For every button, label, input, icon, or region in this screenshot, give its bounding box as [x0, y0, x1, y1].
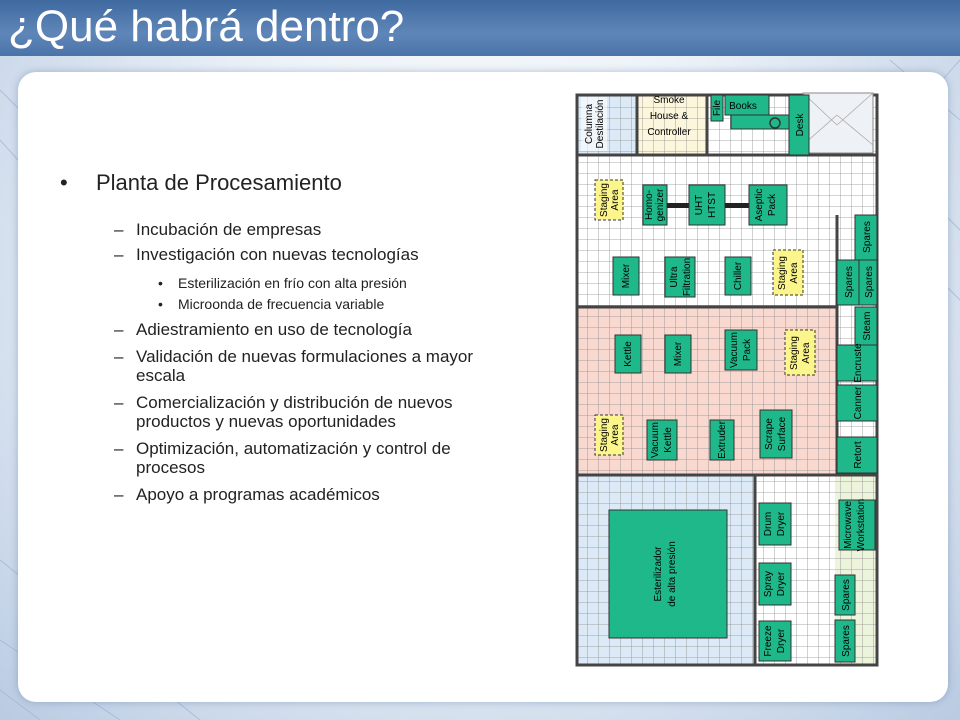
- dash-icon: –: [114, 320, 124, 339]
- svg-text:Dryer: Dryer: [776, 571, 787, 597]
- staging-area-2: [773, 250, 803, 295]
- equip-steam: [855, 307, 877, 345]
- equip-chiller: [725, 257, 751, 295]
- label-books: Books: [729, 101, 757, 112]
- svg-text:Destilación: Destilación: [595, 99, 606, 149]
- bullet-text: Esterilización en frío con alta presión: [178, 275, 407, 291]
- svg-text:Ultra: Ultra: [669, 266, 680, 288]
- bullet-main: [60, 170, 480, 196]
- bullet-main-text: Planta de Procesamiento: [96, 170, 342, 195]
- dash-icon: –: [114, 439, 124, 458]
- bullet-item: [60, 220, 480, 239]
- svg-text:Mixer: Mixer: [621, 263, 632, 289]
- bullet-list: [60, 170, 480, 510]
- equip-mixer-1: [613, 257, 639, 295]
- svg-text:Workstation: Workstation: [856, 498, 867, 552]
- dash-icon: –: [114, 347, 124, 366]
- equip-aseptic-pack: [749, 185, 787, 225]
- svg-text:Retort: Retort: [853, 441, 864, 469]
- svg-text:Controller: Controller: [647, 127, 691, 138]
- dash-icon: –: [114, 393, 124, 412]
- svg-text:Steam: Steam: [862, 311, 873, 341]
- svg-text:Staging: Staging: [789, 336, 800, 370]
- equip-desk-top: [731, 115, 793, 129]
- floor-plan: [565, 85, 895, 680]
- svg-text:Area: Area: [789, 262, 800, 284]
- svg-text:Esterilizador: Esterilizador: [653, 546, 664, 602]
- svg-text:Freeze: Freeze: [763, 625, 774, 657]
- equip-kettle: [615, 335, 641, 373]
- sub-bullet-item: [60, 297, 480, 312]
- pipe-connector: [667, 203, 689, 208]
- svg-text:Staging: Staging: [599, 418, 610, 452]
- bullet-dot-icon: •: [60, 170, 68, 195]
- svg-text:Vacuum: Vacuum: [650, 422, 661, 458]
- equip-freeze-dryer: [759, 621, 791, 661]
- pipe-connector: [725, 203, 749, 208]
- equip-scrape-surface: [760, 410, 792, 458]
- bullet-text: Optimización, automatización y control de procesos: [136, 439, 451, 477]
- svg-text:de alta presión: de alta presión: [667, 541, 678, 607]
- equip-ultra-filtration: [665, 257, 695, 297]
- svg-text:Spares: Spares: [844, 266, 855, 298]
- equip-homogenizer: [643, 185, 667, 225]
- equip-spares-4: [835, 575, 855, 615]
- equip-canner: [837, 385, 877, 421]
- svg-text:Drum: Drum: [763, 511, 774, 537]
- equip-spares-5: [835, 620, 855, 662]
- bullet-text: Comercialización y distribución de nuevos productos y nuevas oportunidades: [136, 393, 453, 431]
- dash-icon: –: [114, 220, 124, 239]
- svg-text:Kettle: Kettle: [663, 427, 674, 453]
- dash-icon: –: [114, 245, 124, 264]
- label-distillation: [581, 97, 607, 151]
- equip-vacuum-pack: [725, 330, 757, 370]
- svg-text:Chiller: Chiller: [733, 261, 744, 291]
- svg-text:genizer: genizer: [655, 188, 666, 222]
- svg-text:Pack: Pack: [742, 338, 753, 362]
- slide-title: ¿Qué habrá dentro?: [8, 2, 405, 51]
- bullet-text: Investigación con nuevas tecnologías: [136, 245, 419, 264]
- staging-area-4: [595, 415, 623, 455]
- bullet-text: Microonda de frecuencia variable: [178, 296, 385, 312]
- svg-text:Spares: Spares: [864, 266, 875, 298]
- svg-text:Spares: Spares: [862, 221, 873, 253]
- svg-text:UHT: UHT: [694, 194, 705, 216]
- equip-spares-1: [855, 215, 877, 260]
- equip-high-pressure-sterilizer: [609, 510, 727, 638]
- svg-text:Canner: Canner: [853, 386, 864, 420]
- svg-text:Staging: Staging: [599, 183, 610, 217]
- svg-text:Vacuum: Vacuum: [729, 332, 740, 368]
- svg-text:Kettle: Kettle: [623, 341, 634, 367]
- svg-text:Spray: Spray: [763, 570, 774, 598]
- dash-icon: –: [114, 485, 124, 504]
- svg-text:Microwave: Microwave: [843, 501, 854, 549]
- bullet-text: Validación de nuevas formulaciones a mayor escala: [136, 347, 474, 385]
- svg-text:HTST: HTST: [707, 191, 718, 219]
- equip-mixer-2: [665, 335, 691, 373]
- label-file: File: [712, 99, 723, 117]
- equip-extruder: [710, 420, 734, 460]
- sub-bullet-item: [60, 276, 480, 291]
- svg-text:House &: House &: [649, 111, 689, 122]
- svg-text:Homo-: Homo-: [644, 189, 655, 221]
- bullet-item: [60, 245, 480, 264]
- equip-vacuum-kettle: [647, 420, 677, 460]
- bullet-item: [60, 485, 480, 504]
- svg-text:Smoke: Smoke: [653, 95, 685, 106]
- equip-microwave-workstation: [839, 499, 875, 552]
- svg-text:Area: Area: [610, 189, 621, 211]
- equip-encrustec: [837, 343, 877, 383]
- equip-spares-2: [837, 260, 859, 305]
- svg-text:Spares: Spares: [841, 625, 852, 657]
- svg-text:Encruste: Encruste: [853, 343, 864, 383]
- bullet-item: [60, 393, 480, 431]
- svg-text:Extruder: Extruder: [717, 421, 728, 459]
- svg-text:Dryer: Dryer: [776, 628, 787, 654]
- svg-text:Filtration: Filtration: [682, 257, 693, 297]
- bullet-item: [60, 439, 480, 477]
- equip-uht-htst: [689, 185, 725, 225]
- staging-area-1: [595, 180, 623, 220]
- bullet-dot-icon: •: [158, 275, 163, 291]
- svg-text:Dryer: Dryer: [776, 511, 787, 537]
- svg-text:Surface: Surface: [777, 416, 788, 452]
- svg-text:Area: Area: [801, 342, 812, 364]
- svg-text:Staging: Staging: [777, 256, 788, 290]
- svg-text:Aseptic: Aseptic: [754, 188, 765, 222]
- bullet-item: [60, 347, 480, 385]
- bullet-text: Incubación de empresas: [136, 220, 322, 239]
- svg-text:Area: Area: [610, 424, 621, 446]
- svg-text:Mixer: Mixer: [673, 341, 684, 367]
- svg-text:Columna: Columna: [584, 103, 595, 145]
- bullet-text: Adiestramiento en uso de tecnología: [136, 320, 412, 339]
- equip-retort: [837, 437, 877, 473]
- staging-area-3: [785, 330, 815, 375]
- title-bar: [0, 0, 960, 56]
- label-desk: Desk: [795, 113, 806, 137]
- svg-text:Spares: Spares: [841, 579, 852, 611]
- svg-text:Scrape: Scrape: [764, 418, 775, 450]
- equip-spares-3: [859, 260, 877, 305]
- svg-text:Pack: Pack: [767, 193, 778, 217]
- bullet-text: Apoyo a programas académicos: [136, 485, 380, 504]
- bullet-dot-icon: •: [158, 296, 163, 312]
- equip-spray-dryer: [759, 563, 791, 605]
- bullet-item: [60, 320, 480, 339]
- equip-drum-dryer: [759, 503, 791, 545]
